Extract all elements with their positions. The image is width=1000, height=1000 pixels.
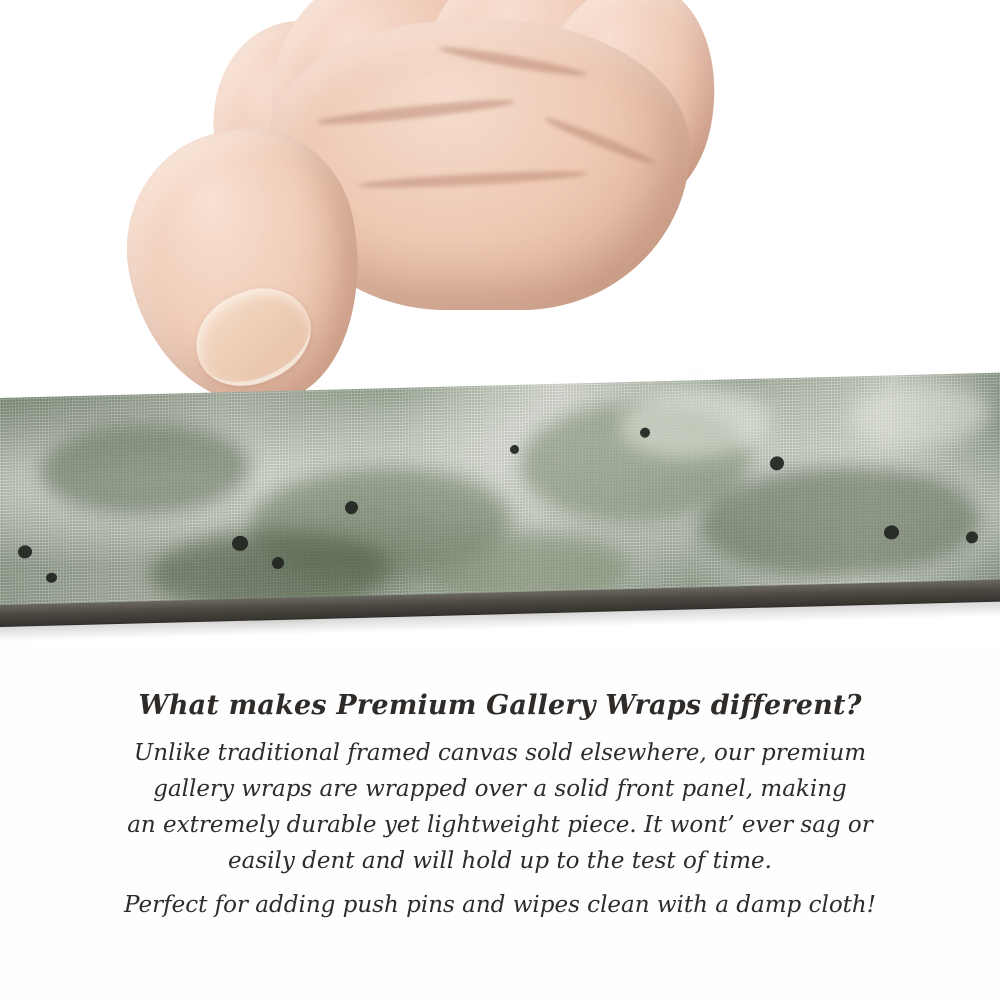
caption-line-1: Unlike traditional framed canvas sold elsewhere, our premium: [133, 740, 867, 766]
caption-line-3: an extremely durable yet lightweight piece. It wont’ ever sag or: [127, 812, 873, 838]
caption-heading: What makes Premium Gallery Wraps different?: [138, 690, 862, 721]
caption-block: [0, 690, 1000, 923]
caption-line-4: easily dent and will hold up to the test of time.: [228, 848, 772, 874]
caption-line-2: gallery wraps are wrapped over a solid front panel, making: [153, 776, 847, 802]
caption-final-line: Perfect for adding push pins and wipes clean with a damp cloth!: [124, 892, 876, 918]
hand-illustration: [120, 0, 700, 430]
gallery-wrap-canvas: [0, 398, 1000, 645]
thumbnail: [181, 272, 326, 403]
canvas-print-face: [0, 373, 1000, 616]
